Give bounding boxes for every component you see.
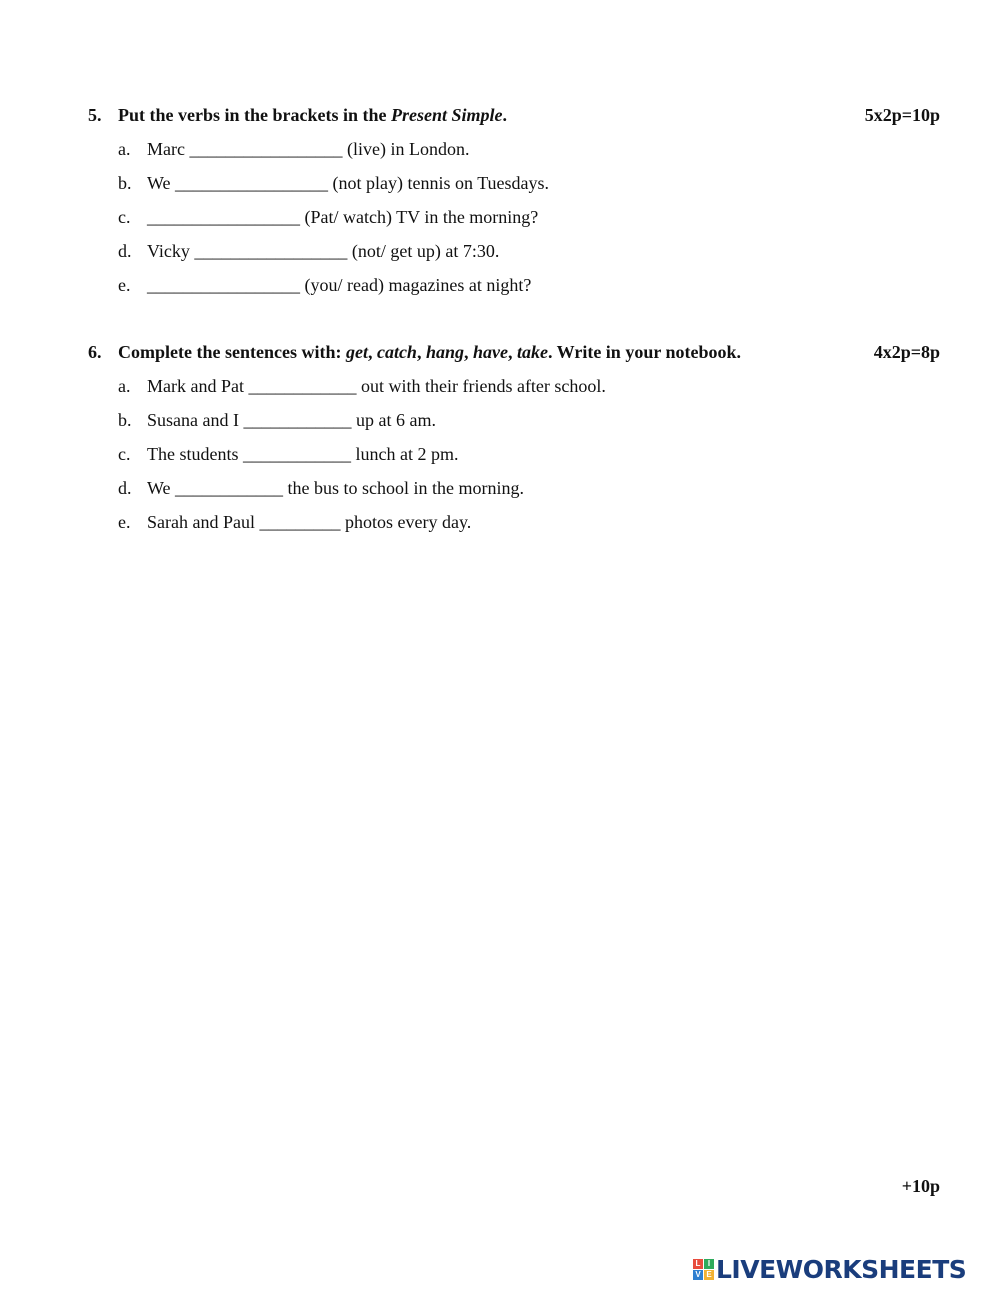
bonus-points: +10p [901,1176,940,1196]
item-letter: d. [118,241,132,261]
exercise-number: 6. [88,342,102,362]
item-letter: d. [118,478,132,498]
exercise-title: Complete the sentences with: get, catch, hang, have, take. Write in your notebook. [118,342,742,362]
logo-mark-letter: V [693,1270,703,1280]
logo-mark-letter: E [704,1270,714,1280]
item-text: We ____________ the bus to school in the morning. [147,478,525,498]
item-text: _________________ (Pat/ watch) TV in the morning? [147,207,539,227]
logo-mark-letter: L [693,1259,703,1269]
word-take: take [516,342,548,362]
item-letter: a. [118,139,131,159]
item-text: Susana and I ____________ up at 6 am. [147,410,436,430]
exercise-title: Put the verbs in the brackets in the Present Simple. [118,105,507,125]
item-text: Marc _________________ (live) in London. [147,139,470,159]
list-item [118,166,940,200]
exercise-points: 4x2p=8p [873,342,940,362]
exercise-5-header [88,98,940,132]
logo-mark-letter: I [704,1259,714,1269]
list-item [118,200,940,234]
word-have: have [472,342,508,362]
item-text: _________________ (you/ read) magazines at night? [147,275,532,295]
item-text: Vicky _________________ (not/ get up) at 7:30. [147,241,500,261]
item-letter: e. [118,512,131,532]
exercise-5-items [88,132,940,302]
list-item [118,132,940,166]
liveworksheets-logo [693,1254,966,1284]
word-catch: catch [376,342,417,362]
item-letter: c. [118,207,131,227]
item-letter: a. [118,376,131,396]
list-item [118,234,940,268]
item-letter: c. [118,444,131,464]
logo-text: LIVEWORKSHEETS [716,1254,967,1284]
item-text: The students ____________ lunch at 2 pm. [147,444,459,464]
exercise-5 [88,98,940,302]
list-item [118,268,940,302]
item-letter: e. [118,275,131,295]
item-text: Sarah and Paul _________ photos every day. [147,512,472,532]
exercise-6-items [88,369,940,539]
exercise-points: 5x2p=10p [864,105,940,125]
exercise-number: 5. [88,105,102,125]
word-hang: hang [425,342,464,362]
logo-mark-icon [693,1259,714,1280]
list-item [118,437,940,471]
list-item [118,471,940,505]
list-item [118,403,940,437]
exercise-6-header [88,335,940,369]
item-letter: b. [118,410,132,430]
title-emphasis: Present Simple [391,105,503,125]
item-text: Mark and Pat ____________ out with their friends after school. [147,376,606,396]
exercise-6 [88,335,940,539]
item-letter: b. [118,173,132,193]
list-item [118,369,940,403]
word-get: get [345,342,368,362]
item-text: We _________________ (not play) tennis on Tuesdays. [147,173,550,193]
list-item [118,505,940,539]
